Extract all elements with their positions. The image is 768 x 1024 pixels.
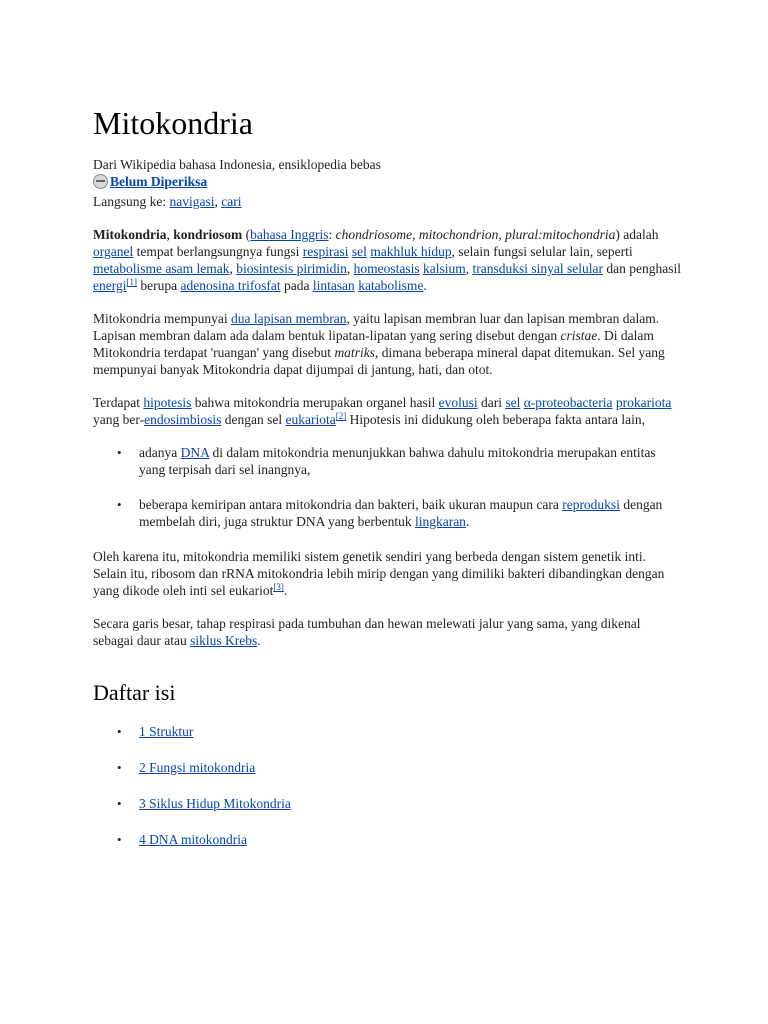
intro-paragraph: Mitokondria, kondriosom (bahasa Inggris: chondriosome, mitochondrion, plural:mitochondria) adalah organel tempat berlangsungnya fungsi respirasi sel makhluk hidup, selain fungsi selular lain, seperti metabolisme asam lemak, biosintesis pirimidin, homeostasis kalsium, transduksi sinyal selular dan penghasil energi[1] berupa adenosina trifosfat pada lintasan katabolisme. <box>93 227 681 293</box>
term-matriks: matriks <box>334 345 375 360</box>
toc-item <box>93 795 683 812</box>
link-prokariota[interactable]: prokariota <box>615 395 672 410</box>
link-biosintesis-pirimidin[interactable]: biosintesis pirimidin <box>236 261 347 276</box>
link-siklus-krebs[interactable]: siklus Krebs <box>190 633 258 648</box>
link-respirasi[interactable]: respirasi <box>302 244 349 259</box>
link-lintasan[interactable]: lintasan <box>312 278 355 293</box>
link-alpha-proteobacteria[interactable]: α-proteobacteria <box>523 395 613 410</box>
link-sel-2[interactable]: sel <box>505 395 521 410</box>
respiration-paragraph: Secara garis besar, tahap respirasi pada tumbuhan dan hewan melewati jalur yang sama, yang dikenal sebagai daur atau siklus Krebs. <box>93 616 641 648</box>
jump-navigation-link[interactable]: navigasi <box>169 194 215 209</box>
link-sel[interactable]: sel <box>351 244 367 259</box>
link-bahasa-inggris[interactable]: bahasa Inggris <box>250 227 329 242</box>
english-terms: chondriosome, mitochondrion, plural:mitochondria <box>335 227 616 242</box>
jump-search-link[interactable]: cari <box>221 194 242 209</box>
link-metabolisme-asam-lemak[interactable]: metabolisme asam lemak <box>93 261 230 276</box>
toc-item <box>93 759 683 776</box>
link-katabolisme[interactable]: katabolisme <box>358 278 424 293</box>
ref-3[interactable]: [3] <box>273 582 284 592</box>
toc-item <box>93 723 683 740</box>
link-eukariota[interactable]: eukariota <box>285 412 336 427</box>
unreviewed-icon <box>93 174 108 189</box>
toc-item <box>93 831 683 848</box>
link-hipotesis[interactable]: hipotesis <box>143 395 192 410</box>
link-adenosina-trifosfat[interactable]: adenosina trifosfat <box>180 278 281 293</box>
hypothesis-paragraph: Terdapat hipotesis bahwa mitokondria merupakan organel hasil evolusi dari sel α-proteobacteria prokariota yang ber-endosimbiosis dengan sel eukariota[2] Hipotesis ini didukung oleh beberapa fakta antara lain, <box>93 395 672 427</box>
link-makhluk-hidup[interactable]: makhluk hidup <box>370 244 452 259</box>
jump-prefix: Langsung ke: <box>93 194 167 209</box>
list-item: • adanya DNA di dalam mitokondria menunjukkan bahwa dahulu mitokondria merupakan entitas yang terpisah dari sel inangnya, <box>93 444 683 478</box>
toc-link-fungsi-mitokondria[interactable]: 2 Fungsi mitokondria <box>139 760 256 775</box>
genetic-paragraph: Oleh karena itu, mitokondria memiliki sistem genetik sendiri yang berbeda dengan sistem genetik inti. Selain itu, ribosom dan rRNA mitokondria lebih mirip dengan yang dimiliki bakteri dibandingkan dengan yang dikode oleh inti sel eukariot[3]. <box>93 549 665 598</box>
term-cristae: cristae <box>560 328 598 343</box>
term-mitokondria: Mitokondria <box>93 227 167 242</box>
table-of-contents <box>93 723 683 848</box>
article-content <box>93 104 683 867</box>
toc-link-struktur[interactable]: 1 Struktur <box>139 724 194 739</box>
link-organel[interactable]: organel <box>93 244 134 259</box>
evidence-list <box>93 444 683 530</box>
link-endosimbiosis[interactable]: endosimbiosis <box>144 412 222 427</box>
toc-link-siklus-hidup[interactable]: 3 Siklus Hidup Mitokondria <box>139 796 291 811</box>
toc-link-dna-mitokondria[interactable]: 4 DNA mitokondria <box>139 832 247 847</box>
link-transduksi-sinyal-selular[interactable]: transduksi sinyal selular <box>472 261 603 276</box>
link-evolusi[interactable]: evolusi <box>438 395 478 410</box>
link-reproduksi[interactable]: reproduksi <box>562 497 620 512</box>
jump-separator: , <box>214 194 218 209</box>
term-kondriosom: kondriosom <box>173 227 243 242</box>
link-kalsium[interactable]: kalsium <box>422 261 466 276</box>
ref-2[interactable]: [2] <box>335 411 347 421</box>
review-flag <box>93 173 207 190</box>
link-lingkaran[interactable]: lingkaran <box>414 514 466 529</box>
list-item: • beberapa kemiripan antara mitokondria dan bakteri, baik ukuran maupun cara reproduksi dengan membelah diri, juga struktur DNA yang berbentuk lingkaran. <box>93 496 683 530</box>
jump-links <box>93 193 683 210</box>
tagline: Dari Wikipedia bahasa Indonesia, ensiklopedia bebas <box>93 157 381 172</box>
link-dua-lapisan-membran[interactable]: dua lapisan membran <box>230 311 347 326</box>
link-homeostasis[interactable]: homeostasis <box>353 261 420 276</box>
membrane-paragraph: Mitokondria mempunyai dua lapisan membran, yaitu lapisan membran luar dan lapisan membran dalam. Lapisan membran dalam ada dalam bentuk lipatan-lipatan yang sering disebut dengan cristae. Di dalam Mitokondria terdapat 'ruangan' yang disebut matriks, dimana beberapa mineral dapat ditemukan. Sel yang mempunyai banyak Mitokondria dapat dijumpai di jantung, hati, dan otot. <box>93 311 665 377</box>
page-title: Mitokondria <box>93 105 253 141</box>
link-dna[interactable]: DNA <box>180 445 210 460</box>
ref-1[interactable]: [1] <box>126 277 137 287</box>
unreviewed-link[interactable]: Belum Diperiksa <box>110 174 208 189</box>
link-energi[interactable]: energi <box>93 278 127 293</box>
toc-heading: Daftar isi <box>93 680 176 705</box>
